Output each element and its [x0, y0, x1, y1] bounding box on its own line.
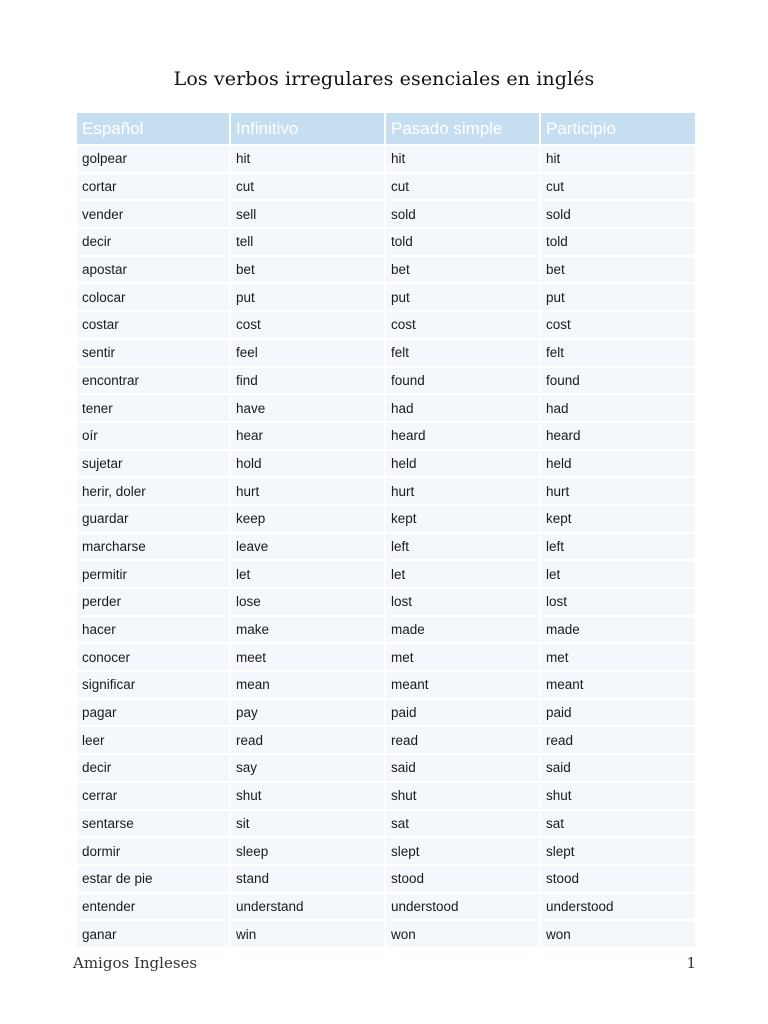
cell-participio: slept: [541, 838, 695, 864]
cell-espanol: oír: [77, 423, 229, 449]
cell-infinitivo: understand: [231, 894, 384, 920]
table-row: [77, 617, 695, 643]
cell-espanol: decir: [77, 755, 229, 781]
cell-espanol: perder: [77, 589, 229, 615]
cell-pasado-simple: cost: [386, 312, 539, 338]
table-row: [77, 312, 695, 338]
table-row: [77, 257, 695, 283]
cell-participio: held: [541, 451, 695, 477]
cell-participio: understood: [541, 894, 695, 920]
cell-infinitivo: make: [231, 617, 384, 643]
table-row: [77, 174, 695, 200]
cell-pasado-simple: meant: [386, 672, 539, 698]
cell-infinitivo: cost: [231, 312, 384, 338]
cell-infinitivo: hold: [231, 451, 384, 477]
cell-participio: found: [541, 368, 695, 394]
cell-pasado-simple: understood: [386, 894, 539, 920]
cell-pasado-simple: stood: [386, 866, 539, 892]
column-header-participio: Participio: [541, 113, 695, 144]
cell-participio: heard: [541, 423, 695, 449]
cell-espanol: sentarse: [77, 811, 229, 837]
cell-espanol: sujetar: [77, 451, 229, 477]
cell-participio: read: [541, 727, 695, 753]
cell-infinitivo: stand: [231, 866, 384, 892]
cell-espanol: golpear: [77, 146, 229, 172]
cell-espanol: herir, doler: [77, 478, 229, 504]
cell-infinitivo: hit: [231, 146, 384, 172]
cell-pasado-simple: shut: [386, 783, 539, 809]
cell-espanol: permitir: [77, 561, 229, 587]
cell-infinitivo: say: [231, 755, 384, 781]
cell-pasado-simple: sat: [386, 811, 539, 837]
cell-pasado-simple: put: [386, 284, 539, 310]
cell-infinitivo: tell: [231, 229, 384, 255]
table-row: [77, 146, 695, 172]
cell-participio: meant: [541, 672, 695, 698]
cell-infinitivo: put: [231, 284, 384, 310]
cell-pasado-simple: bet: [386, 257, 539, 283]
cell-infinitivo: sell: [231, 201, 384, 227]
cell-participio: sat: [541, 811, 695, 837]
cell-pasado-simple: read: [386, 727, 539, 753]
table-row: [77, 284, 695, 310]
cell-espanol: leer: [77, 727, 229, 753]
cell-infinitivo: hear: [231, 423, 384, 449]
table-row: [77, 561, 695, 587]
table-row: [77, 811, 695, 837]
cell-participio: lost: [541, 589, 695, 615]
cell-participio: stood: [541, 866, 695, 892]
cell-participio: paid: [541, 700, 695, 726]
cell-participio: kept: [541, 506, 695, 532]
cell-participio: bet: [541, 257, 695, 283]
table-row: [77, 229, 695, 255]
cell-espanol: estar de pie: [77, 866, 229, 892]
cell-participio: had: [541, 395, 695, 421]
cell-espanol: sentir: [77, 340, 229, 366]
cell-espanol: vender: [77, 201, 229, 227]
cell-participio: made: [541, 617, 695, 643]
cell-participio: sold: [541, 201, 695, 227]
cell-espanol: ganar: [77, 921, 229, 947]
column-header-infinitivo: Infinitivo: [231, 113, 384, 144]
table-row: [77, 478, 695, 504]
cell-espanol: entender: [77, 894, 229, 920]
cell-participio: hit: [541, 146, 695, 172]
table-row: [77, 727, 695, 753]
cell-participio: let: [541, 561, 695, 587]
cell-participio: said: [541, 755, 695, 781]
table-row: [77, 755, 695, 781]
table-row: [77, 589, 695, 615]
cell-pasado-simple: let: [386, 561, 539, 587]
cell-infinitivo: lose: [231, 589, 384, 615]
cell-participio: hurt: [541, 478, 695, 504]
cell-infinitivo: keep: [231, 506, 384, 532]
table-body: [77, 146, 695, 947]
cell-infinitivo: cut: [231, 174, 384, 200]
cell-espanol: tener: [77, 395, 229, 421]
page-title: Los verbos irregulares esenciales en inglés: [173, 68, 595, 90]
cell-participio: cost: [541, 312, 695, 338]
table-row: [77, 838, 695, 864]
cell-espanol: significar: [77, 672, 229, 698]
cell-espanol: dormir: [77, 838, 229, 864]
cell-espanol: apostar: [77, 257, 229, 283]
table-row: [77, 700, 695, 726]
table-row: [77, 783, 695, 809]
table-row: [77, 340, 695, 366]
cell-infinitivo: find: [231, 368, 384, 394]
cell-espanol: decir: [77, 229, 229, 255]
footer-brand: Amigos Ingleses: [73, 954, 198, 972]
cell-espanol: pagar: [77, 700, 229, 726]
table-row: [77, 201, 695, 227]
header-row: [77, 113, 695, 144]
cell-espanol: colocar: [77, 284, 229, 310]
table-row: [77, 644, 695, 670]
table-header: [77, 113, 695, 144]
cell-pasado-simple: paid: [386, 700, 539, 726]
cell-infinitivo: hurt: [231, 478, 384, 504]
cell-pasado-simple: won: [386, 921, 539, 947]
cell-infinitivo: pay: [231, 700, 384, 726]
cell-pasado-simple: met: [386, 644, 539, 670]
cell-infinitivo: shut: [231, 783, 384, 809]
table-row: [77, 368, 695, 394]
cell-pasado-simple: said: [386, 755, 539, 781]
cell-participio: won: [541, 921, 695, 947]
cell-infinitivo: leave: [231, 534, 384, 560]
cell-espanol: hacer: [77, 617, 229, 643]
table-row: [77, 672, 695, 698]
cell-pasado-simple: found: [386, 368, 539, 394]
cell-participio: left: [541, 534, 695, 560]
table-row: [77, 451, 695, 477]
cell-pasado-simple: lost: [386, 589, 539, 615]
cell-infinitivo: sit: [231, 811, 384, 837]
table-row: [77, 894, 695, 920]
cell-pasado-simple: held: [386, 451, 539, 477]
cell-espanol: encontrar: [77, 368, 229, 394]
page-number: 1: [686, 954, 696, 972]
table-row: [77, 921, 695, 947]
cell-participio: cut: [541, 174, 695, 200]
cell-infinitivo: mean: [231, 672, 384, 698]
column-header-espanol: Español: [77, 113, 229, 144]
cell-pasado-simple: cut: [386, 174, 539, 200]
column-header-pasado-simple: Pasado simple: [386, 113, 539, 144]
cell-infinitivo: bet: [231, 257, 384, 283]
cell-participio: put: [541, 284, 695, 310]
cell-infinitivo: read: [231, 727, 384, 753]
cell-espanol: cortar: [77, 174, 229, 200]
cell-participio: felt: [541, 340, 695, 366]
cell-espanol: guardar: [77, 506, 229, 532]
table-row: [77, 534, 695, 560]
table-row: [77, 866, 695, 892]
cell-pasado-simple: made: [386, 617, 539, 643]
cell-infinitivo: meet: [231, 644, 384, 670]
cell-espanol: conocer: [77, 644, 229, 670]
cell-pasado-simple: hurt: [386, 478, 539, 504]
cell-pasado-simple: told: [386, 229, 539, 255]
cell-participio: met: [541, 644, 695, 670]
table-row: [77, 395, 695, 421]
cell-participio: told: [541, 229, 695, 255]
cell-espanol: costar: [77, 312, 229, 338]
irregular-verbs-table: [75, 111, 697, 949]
cell-espanol: marcharse: [77, 534, 229, 560]
cell-infinitivo: sleep: [231, 838, 384, 864]
table-row: [77, 423, 695, 449]
cell-infinitivo: feel: [231, 340, 384, 366]
cell-infinitivo: let: [231, 561, 384, 587]
cell-pasado-simple: felt: [386, 340, 539, 366]
cell-pasado-simple: kept: [386, 506, 539, 532]
cell-infinitivo: win: [231, 921, 384, 947]
cell-pasado-simple: left: [386, 534, 539, 560]
cell-pasado-simple: heard: [386, 423, 539, 449]
cell-pasado-simple: slept: [386, 838, 539, 864]
cell-pasado-simple: sold: [386, 201, 539, 227]
cell-infinitivo: have: [231, 395, 384, 421]
cell-espanol: cerrar: [77, 783, 229, 809]
cell-participio: shut: [541, 783, 695, 809]
cell-pasado-simple: had: [386, 395, 539, 421]
cell-pasado-simple: hit: [386, 146, 539, 172]
table-row: [77, 506, 695, 532]
